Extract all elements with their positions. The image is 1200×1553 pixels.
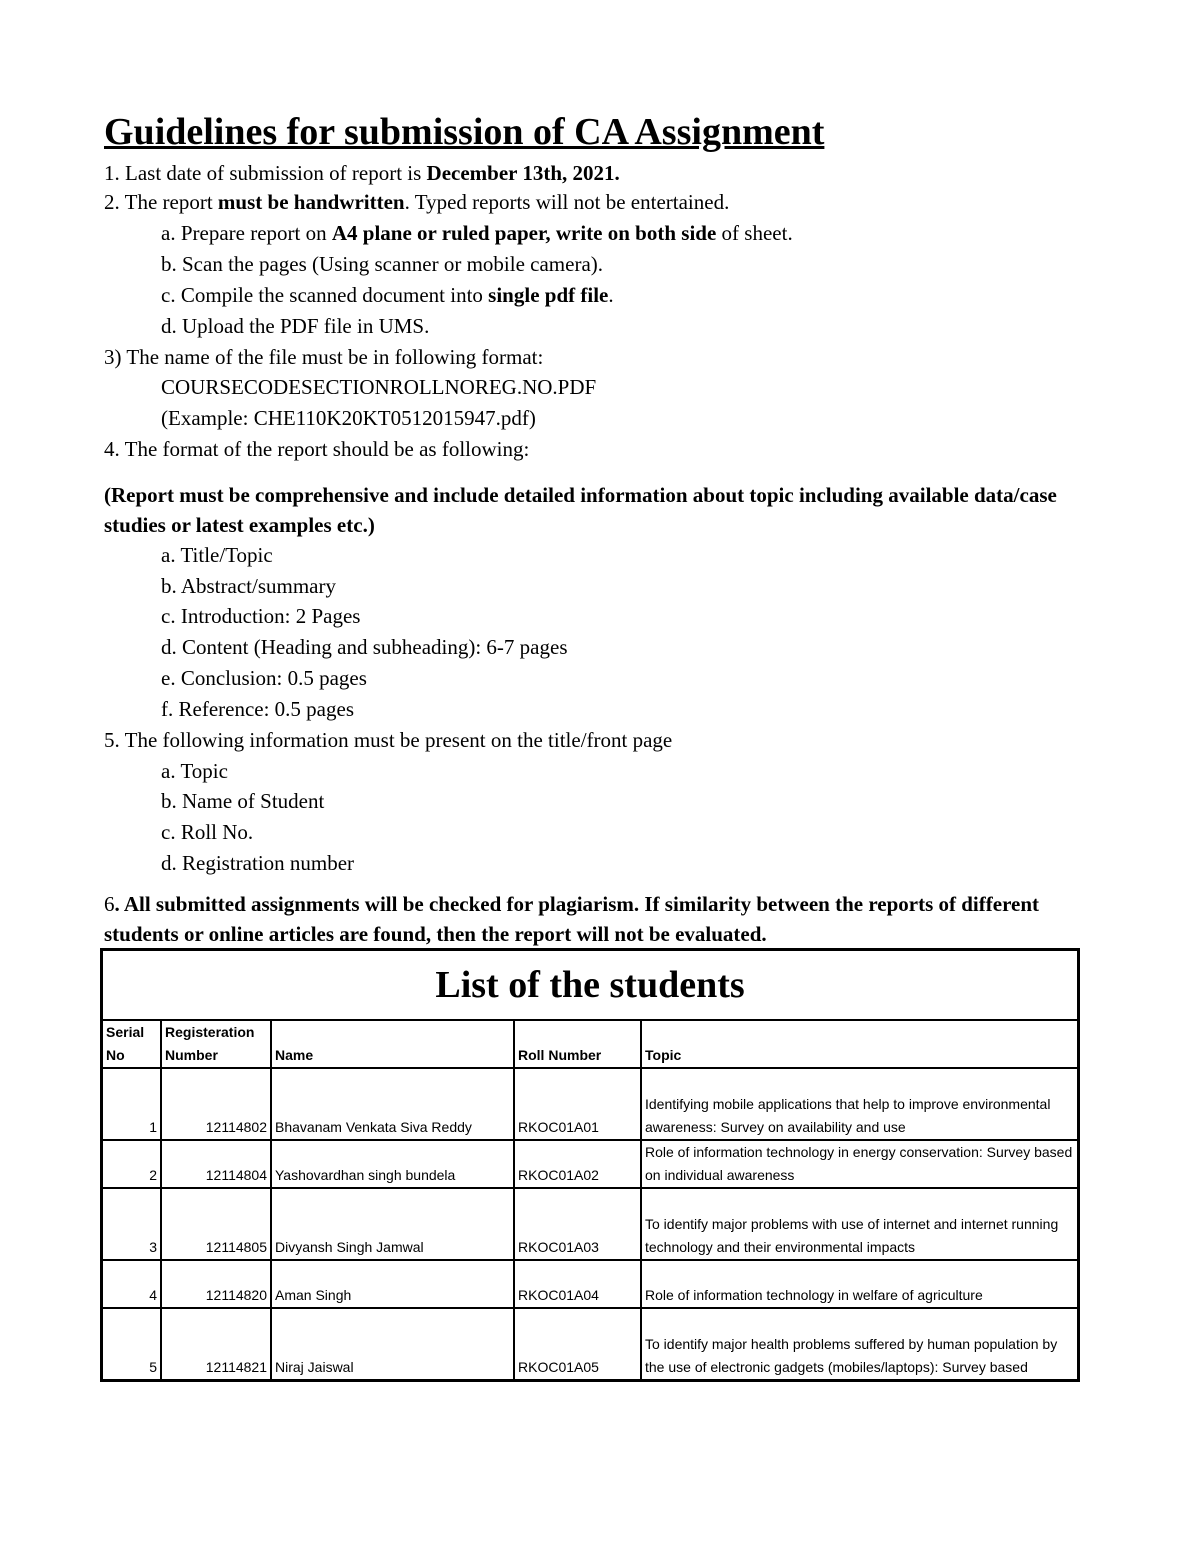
- format-item: d. Content (Heading and subheading): 6-7 pages: [161, 635, 568, 659]
- format-item: a. Title/Topic: [161, 543, 273, 567]
- cell-topic: Role of information technology in welfare of agriculture: [641, 1260, 1077, 1308]
- cell-registration: 12114820: [161, 1260, 271, 1308]
- cell-serial: 1: [103, 1068, 161, 1140]
- title-page-item: c. Roll No.: [161, 820, 254, 844]
- cell-roll: RKOC01A04: [514, 1260, 641, 1308]
- table-row: [103, 1188, 1077, 1260]
- report-note: (Report must be comprehensive and include detailed information about topic including available data/case studies or latest examples etc.): [104, 483, 1057, 537]
- guideline-2: 2. The report must be handwritten. Typed reports will not be entertained.: [104, 190, 730, 214]
- guideline-6: 6. All submitted assignments will be checked for plagiarism. If similarity between the reports of different students or online articles are found, then the report will not be evaluated.: [104, 892, 1040, 946]
- cell-topic: Role of information technology in energy conservation: Survey based on individual awareness: [641, 1140, 1077, 1188]
- cell-registration: 12114805: [161, 1188, 271, 1260]
- guideline-2b: b. Scan the pages (Using scanner or mobile camera).: [161, 252, 604, 276]
- guideline-2d: d. Upload the PDF file in UMS.: [161, 314, 430, 338]
- cell-roll: RKOC01A03: [514, 1188, 641, 1260]
- guideline-2a: a. Prepare report on A4 plane or ruled paper, write on both side of sheet.: [161, 221, 793, 245]
- cell-serial: 3: [103, 1188, 161, 1260]
- cell-roll: RKOC01A01: [514, 1068, 641, 1140]
- format-item: c. Introduction: 2 Pages: [161, 604, 361, 628]
- header-name: Name: [271, 1020, 514, 1068]
- cell-serial: 2: [103, 1140, 161, 1188]
- page-title: Guidelines for submission of CA Assignment: [104, 111, 825, 153]
- table-row: [103, 1308, 1077, 1379]
- cell-name: Aman Singh: [271, 1260, 514, 1308]
- students-table: [100, 948, 1080, 1382]
- cell-registration: 12114802: [161, 1068, 271, 1140]
- cell-name: Bhavanam Venkata Siva Reddy: [271, 1068, 514, 1140]
- title-page-item: a. Topic: [161, 759, 228, 783]
- cell-name: Divyansh Singh Jamwal: [271, 1188, 514, 1260]
- header-serial: Serial No: [103, 1020, 161, 1068]
- format-item: f. Reference: 0.5 pages: [161, 697, 354, 721]
- cell-topic: To identify major problems with use of internet and internet running technology and their environmental impacts: [641, 1188, 1077, 1260]
- table-row: [103, 1260, 1077, 1308]
- guideline-1: 1. Last date of submission of report is December 13th, 2021.: [104, 161, 620, 185]
- filename-format: COURSECODESECTIONROLLNOREG.NO.PDF: [161, 375, 597, 399]
- table-row: [103, 1068, 1077, 1140]
- cell-registration: 12114821: [161, 1308, 271, 1379]
- cell-roll: RKOC01A02: [514, 1140, 641, 1188]
- cell-name: Yashovardhan singh bundela: [271, 1140, 514, 1188]
- guideline-4: 4. The format of the report should be as following:: [104, 437, 530, 461]
- header-topic: Topic: [641, 1020, 1077, 1068]
- cell-serial: 4: [103, 1260, 161, 1308]
- guideline-5: 5. The following information must be present on the title/front page: [104, 728, 673, 752]
- filename-example: (Example: CHE110K20KT0512015947.pdf): [161, 406, 536, 430]
- cell-roll: RKOC01A05: [514, 1308, 641, 1379]
- format-item: e. Conclusion: 0.5 pages: [161, 666, 367, 690]
- cell-topic: Identifying mobile applications that help to improve environmental awareness: Survey on availability and use: [641, 1068, 1077, 1140]
- header-registration: Registeration Number: [161, 1020, 271, 1068]
- table-header-row: [103, 1020, 1077, 1068]
- cell-topic: To identify major health problems suffered by human population by the use of electronic gadgets (mobiles/laptops): Survey based: [641, 1308, 1077, 1379]
- title-page-item: d. Registration number: [161, 851, 355, 875]
- guideline-3: 3) The name of the file must be in following format:: [104, 345, 544, 369]
- cell-registration: 12114804: [161, 1140, 271, 1188]
- header-roll: Roll Number: [514, 1020, 641, 1068]
- table-caption: List of the students: [103, 951, 1077, 1020]
- cell-name: Niraj Jaiswal: [271, 1308, 514, 1379]
- table-row: [103, 1140, 1077, 1188]
- format-item: b. Abstract/summary: [161, 574, 336, 598]
- title-page-item: b. Name of Student: [161, 789, 325, 813]
- cell-serial: 5: [103, 1308, 161, 1379]
- guideline-2c: c. Compile the scanned document into single pdf file.: [161, 283, 614, 307]
